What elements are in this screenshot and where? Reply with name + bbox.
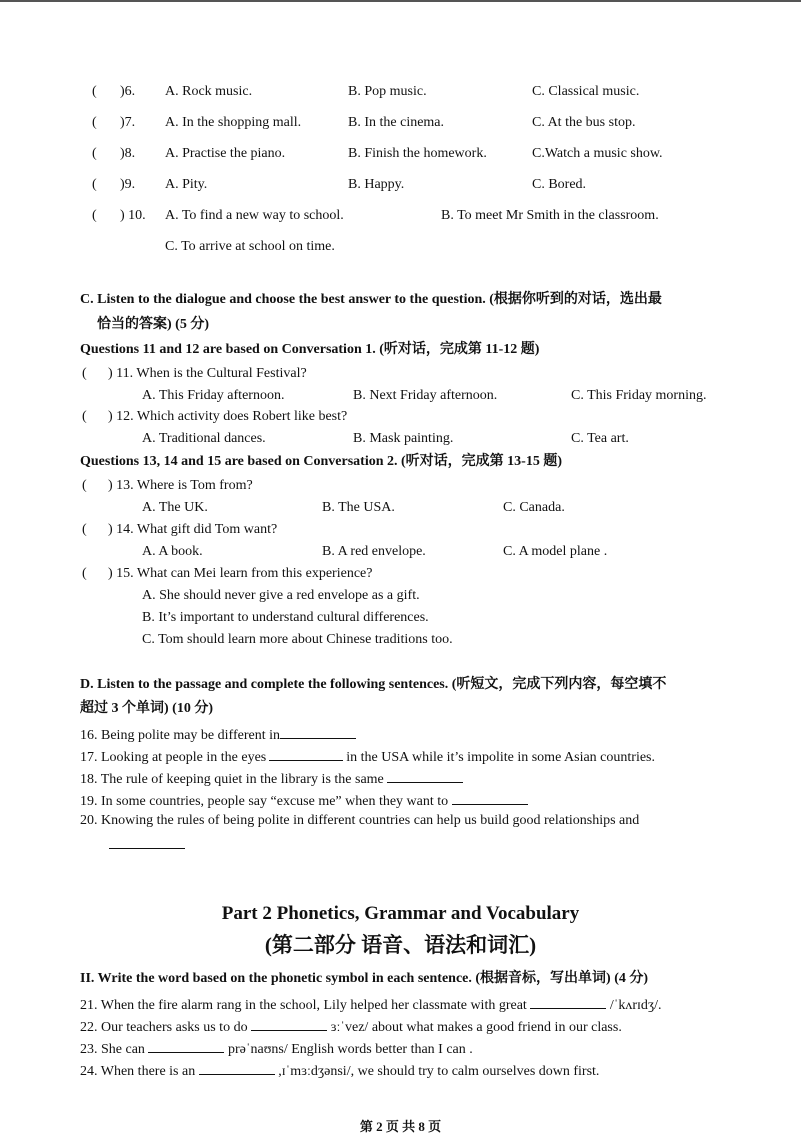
option-a: A. This Friday afternoon. <box>142 388 285 403</box>
page-number: 第 2 页 共 8 页 <box>359 1119 442 1134</box>
answer-bracket[interactable]: ( <box>82 366 87 381</box>
conversation-2-note: Questions 13, 14 and 15 are based on Conversation 2. (听对话，完成第 13-15 题) <box>80 454 562 469</box>
sentence-text: 23. She can <box>80 1042 145 1057</box>
section-d-heading-cont: 超过 3 个单词) (10 分) <box>80 701 213 716</box>
sentence-17 <box>80 746 655 767</box>
section-d-heading: D. Listen to the passage and complete the following sentences. (听短文，完成下列内容，每空填不 <box>80 677 667 692</box>
option-a: A. Traditional dances. <box>142 431 266 446</box>
question-number: )9. <box>120 177 136 192</box>
sentence-text: 16. Being polite may be different in <box>80 728 280 743</box>
option-c: C. Classical music. <box>532 84 640 99</box>
question-stem: ) 13. Where is Tom from? <box>108 478 253 493</box>
option-c: C.Watch a music show. <box>532 146 663 161</box>
answer-blank-19[interactable] <box>452 790 528 805</box>
option-a: A. In the shopping mall. <box>165 115 302 130</box>
option-b: B. Finish the homework. <box>348 146 487 161</box>
section-c-heading-cont: 恰当的答案) (5 分) <box>97 317 209 332</box>
option-c: C. Tom should learn more about Chinese traditions too. <box>142 632 453 647</box>
answer-bracket[interactable]: ( <box>92 208 97 223</box>
option-b: B. It’s important to understand cultural differences. <box>142 610 429 625</box>
answer-bracket[interactable]: ( <box>82 522 87 537</box>
answer-blank-18[interactable] <box>387 768 463 783</box>
phonetic-symbol: prəˈnaʊns/ English words better than I can . <box>227 1042 473 1057</box>
option-c: C. Bored. <box>532 177 587 192</box>
option-a: A. Practise the piano. <box>165 146 286 161</box>
option-b: B. The USA. <box>322 500 395 515</box>
sentence-text: 22. Our teachers asks us to do <box>80 1020 248 1035</box>
question-number: ) 10. <box>120 208 146 223</box>
option-b: B. A red envelope. <box>322 544 426 559</box>
answer-bracket[interactable]: ( <box>92 84 97 99</box>
part-2-title: Part 2 Phonetics, Grammar and Vocabulary <box>221 903 580 924</box>
option-a: A. To find a new way to school. <box>165 208 344 223</box>
sentence-16 <box>80 724 356 745</box>
sentence-text-cont: in the USA while it’s impolite in some Asian countries. <box>346 750 655 765</box>
option-b: B. Pop music. <box>348 84 427 99</box>
option-c: C. To arrive at school on time. <box>165 239 335 254</box>
sentence-22 <box>80 1016 622 1037</box>
option-b: B. To meet Mr Smith in the classroom. <box>441 208 659 223</box>
phonetic-symbol: ,ɪˈmɜːdʒənsi/, we should try to calm ourselves down first. <box>278 1064 600 1079</box>
answer-blank-17[interactable] <box>269 746 343 761</box>
option-a: A. She should never give a red envelope as a gift. <box>142 588 420 603</box>
answer-blank-23[interactable] <box>148 1038 224 1053</box>
conversation-1-note: Questions 11 and 12 are based on Conversation 1. (听对话，完成第 11-12 题) <box>80 342 540 357</box>
question-number: )7. <box>120 115 136 130</box>
sentence-text: 24. When there is an <box>80 1064 196 1079</box>
answer-bracket[interactable]: ( <box>82 478 87 493</box>
answer-blank-16[interactable] <box>280 724 356 739</box>
answer-blank-20[interactable] <box>109 834 185 849</box>
option-a: A. Pity. <box>165 177 208 192</box>
answer-blank-22[interactable] <box>251 1016 327 1031</box>
sentence-18 <box>80 768 463 789</box>
answer-blank-21[interactable] <box>530 994 606 1009</box>
answer-bracket[interactable]: ( <box>82 566 87 581</box>
sentence-text: 21. When the fire alarm rang in the school, Lily helped her classmate with great <box>80 998 527 1013</box>
option-b: B. Mask painting. <box>353 431 454 446</box>
option-a: A. A book. <box>142 544 203 559</box>
section-ii-heading: II. Write the word based on the phonetic symbol in each sentence. (根据音标，写出单词) (4 分) <box>80 971 649 986</box>
sentence-24 <box>80 1060 599 1081</box>
sentence-21 <box>80 994 662 1015</box>
question-stem: ) 12. Which activity does Robert like best? <box>108 409 348 424</box>
sentence-text: 17. Looking at people in the eyes <box>80 750 267 765</box>
sentence-20-cont <box>109 834 185 855</box>
sentence-text: 20. Knowing the rules of being polite in different countries can help us build good relationships and <box>80 813 640 828</box>
question-stem: ) 11. When is the Cultural Festival? <box>108 366 307 381</box>
sentence-text: 19. In some countries, people say “excuse me” when they want to <box>80 794 449 809</box>
option-b: B. In the cinema. <box>348 115 445 130</box>
answer-blank-24[interactable] <box>199 1060 275 1075</box>
option-b: B. Next Friday afternoon. <box>353 388 498 403</box>
option-c: C. Tea art. <box>571 431 629 446</box>
question-stem: ) 14. What gift did Tom want? <box>108 522 278 537</box>
option-c: C. A model plane . <box>503 544 608 559</box>
sentence-text: 18. The rule of keeping quiet in the library is the same <box>80 772 384 787</box>
sentence-19 <box>80 790 528 811</box>
answer-bracket[interactable]: ( <box>92 115 97 130</box>
page-top-edge <box>0 0 801 2</box>
question-stem: ) 15. What can Mei learn from this experience? <box>108 566 373 581</box>
option-c: C. Canada. <box>503 500 565 515</box>
option-a: A. Rock music. <box>165 84 253 99</box>
part-2-subtitle: (第二部分 语音、语法和词汇) <box>264 933 537 957</box>
phonetic-symbol: ɜːˈvez/ about what makes a good friend in our class. <box>330 1020 622 1035</box>
option-c: C. At the bus stop. <box>532 115 636 130</box>
sentence-20 <box>80 812 639 830</box>
option-b: B. Happy. <box>348 177 405 192</box>
option-a: A. The UK. <box>142 500 208 515</box>
answer-bracket[interactable]: ( <box>92 146 97 161</box>
question-number: )8. <box>120 146 136 161</box>
phonetic-symbol: /ˈkʌrɪdʒ/. <box>609 998 662 1013</box>
answer-bracket[interactable]: ( <box>92 177 97 192</box>
option-c: C. This Friday morning. <box>571 388 707 403</box>
section-c-heading: C. Listen to the dialogue and choose the best answer to the question. (根据你听到的对话，选出最 <box>80 292 662 307</box>
sentence-23 <box>80 1038 473 1059</box>
answer-bracket[interactable]: ( <box>82 409 87 424</box>
question-number: )6. <box>120 84 136 99</box>
